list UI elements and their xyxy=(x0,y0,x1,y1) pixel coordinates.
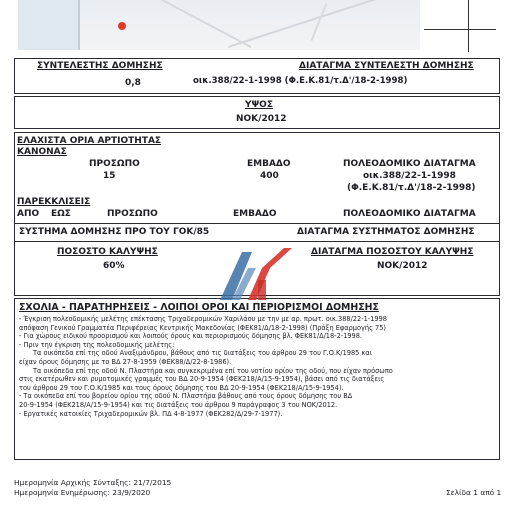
map-road xyxy=(78,0,80,50)
divider xyxy=(15,241,499,242)
exceptions-from-label: ΑΠΟ xyxy=(17,209,40,219)
updated-date: Ημερομηνία Ενημέρωσης: 23/9/2020 xyxy=(14,488,151,497)
remarks-title: ΣΧΟΛΙΑ - ΠΑΡΑΤΗΡΗΣΕΙΣ - ΛΟΙΠΟΙ ΟΡΟΙ ΚΑΙ ΠΕΡΙΟΡΙΣΜΟΙ ΔΟΜΗΣΗΣ xyxy=(19,302,379,313)
area-value: 400 xyxy=(260,171,279,181)
urban-decree-value-2: (Φ.Ε.Κ.81/τ.Δ'/18-2-1998) xyxy=(347,183,476,193)
page-number: Σελίδα 1 από 1 xyxy=(446,488,502,497)
minimum-title: ΕΛΑΧΙΣΤΑ ΟΡΙΑ ΑΡΤΙΟΤΗΤΑΣ xyxy=(17,136,162,146)
remarks-line: 20-9-1954 (ΦΕΚ218/Α/15-9-1954) και τις διατάξεις του άρθρου 9 παράγραφος 3 του NOK/2012. xyxy=(19,400,338,409)
coefficient-decree-label: ΔΙΑΤΑΓΜΑ ΣΥΝΤΕΛΕΣΤΗ ΔΟΜΗΣΗΣ xyxy=(299,61,474,71)
created-date: Ημερομηνία Αρχικής Σύνταξης: 21/7/2015 xyxy=(14,478,172,487)
crosshair-icon xyxy=(424,0,504,52)
remarks-text xyxy=(19,315,497,418)
map-sea-area xyxy=(18,0,78,50)
remarks-line: Τα οικόπεδα επί της οδού Ν. Πλαστήρα και συγκεκριμένα επί του νοτίου ορίου της οδού, που είχαν πρόσωπο xyxy=(33,366,393,375)
remarks-line: - Για χώρους ειδικού προορισμού και λοιπούς όρους και περιορισμούς δόμησης βλ. ΦΕΚ81/Δ/18-2-1998. xyxy=(19,332,363,341)
exceptions-label: ΠΑΡΕΚΚΛΙΣΕΙΣ xyxy=(17,197,91,207)
remarks-line: - Τα οικόπεδα επί του βορείου ορίου της οδού Ν. Πλαστήρα βάθους από τους όρους δόμησης του ΒΔ xyxy=(19,392,353,401)
coverage-value: 60% xyxy=(103,261,125,271)
building-system-label: ΣΥΣΤΗΜΑ ΔΟΜΗΣΗΣ ΠΡΟ ΤΟΥ ΓΟΚ/85 xyxy=(19,227,210,237)
coefficient-label: ΣΥΝΤΕΛΕΣΤΗΣ ΔΟΜΗΣΗΣ xyxy=(37,61,163,71)
coverage-decree-value: NOK/2012 xyxy=(377,261,428,271)
exceptions-to-label: ΕΩΣ xyxy=(51,209,71,219)
watermark-logo xyxy=(218,246,294,302)
remarks-line: απόφαση Γενικού Γραμματέα Περιφέρειας Κεντρικής Μακεδονίας (ΦΕΚ81/Δ/18-2-1998) (Πράξη Εφαρμογής 75) xyxy=(19,323,387,332)
coverage-decree-label: ΔΙΑΤΑΓΜΑ ΠΟΣΟΣΤΟΥ ΚΑΛΥΨΗΣ xyxy=(311,247,474,257)
frontage-label: ΠΡΟΣΩΠΟ xyxy=(89,159,140,169)
remarks-line: - Εργατικές κατοικίες Τριχαδερομικών βλ. ΠΔ 4-8-1977 (ΦΕΚ282/Δ/29-7-1977). xyxy=(19,409,283,418)
exceptions-decree-label: ΠΟΛΕΟΔΟΜΙΚΟ ΔΙΑΤΑΓΜΑ xyxy=(343,209,476,219)
area-label: ΕΜΒΑΔΟ xyxy=(247,159,291,169)
frontage-value: 15 xyxy=(103,171,116,181)
height-label: ΥΨΟΣ xyxy=(245,100,273,110)
exceptions-frontage-label: ΠΡΟΣΩΠΟ xyxy=(107,209,158,219)
remarks-section xyxy=(14,298,500,460)
height-value: NOK/2012 xyxy=(236,114,287,124)
coverage-label: ΠΟΣΟΣΤΟ ΚΑΛΥΨΗΣ xyxy=(57,247,158,257)
remarks-line: Τα οικόπεδα επί της οδού Αναξιμάνδρου, βάθους από τις διατάξεις του άρθρου 29 του Γ.Ο.Κ/1985 και xyxy=(33,349,372,358)
coefficient-decree-value: οικ.388/22-1-1998 (Φ.Ε.Κ.81/τ.Δ'/18-2-1998) xyxy=(193,76,408,86)
urban-decree-label: ΠΟΛΕΟΔΟΜΙΚΟ ΔΙΑΤΑΓΜΑ xyxy=(343,159,476,169)
map-road xyxy=(311,3,328,41)
remarks-line: στις εκατέρωθεν και ρυμοτομικές γραμμές του ΒΔ 20-9-1954 (ΦΕΚ218/Α/15-9-1954), βάσει από τις διατάξεις xyxy=(19,375,385,384)
remarks-line: είχαν όρους δόμησης με το ΒΔ 27-8-1959 (ΦΕΚ88/Δ/22-8-1986). xyxy=(19,357,232,366)
urban-decree-value-1: οικ.388/22-1-1998 xyxy=(363,171,456,181)
height-section xyxy=(14,96,500,129)
remarks-line: του άρθρου 29 του Γ.Ο.Κ/1985 και τους όρους δόμησης του ΒΔ 20-9-1954 (ΦΕΚ218/Α/15-9-1954). xyxy=(19,383,344,392)
building-system-decree-label: ΔΙΑΤΑΓΜΑ ΣΥΣΤΗΜΑΤΟΣ ΔΟΜΗΣΗΣ xyxy=(297,227,475,237)
rules-label: ΚΑΝΟΝΑΣ xyxy=(17,147,67,157)
map-road xyxy=(145,0,252,48)
map-location-pin-icon xyxy=(118,22,126,30)
divider xyxy=(15,223,499,224)
building-coefficient-section xyxy=(14,58,500,94)
coefficient-value: 0,8 xyxy=(125,78,141,88)
map-excerpt xyxy=(18,0,420,50)
exceptions-area-label: ΕΜΒΑΔΟ xyxy=(233,209,277,219)
remarks-line: - Έγκριση πολεοδομικής μελέτης επέκτασης Τριχαδερομικών Χαριλάου με την με αρ. πρωτ. οικ.388/22-1-1998 xyxy=(19,315,387,323)
remarks-line: - Πριν την έγκριση της πολεοδομικής μελέτης: xyxy=(19,340,175,349)
